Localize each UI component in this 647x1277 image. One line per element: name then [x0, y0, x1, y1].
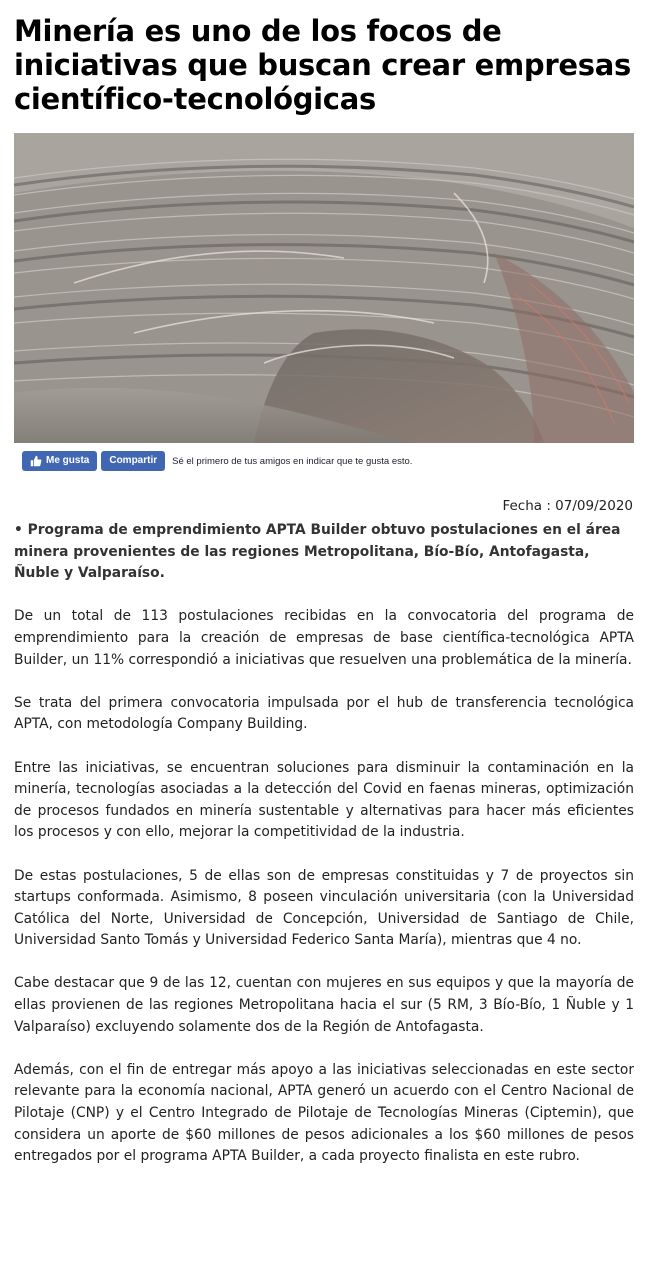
article-paragraph: De estas postulaciones, 5 de ellas son de empresas constituidas y 7 de proyectos sin startups conformada. Asimismo, 8 poseen vinculación universitaria (con la Universidad Católica del Norte, Universidad de Concepción, Universidad de Santiago de Chile, Universidad Santo Tomás y Universidad Federico Santa María), mientras que 4 no. [14, 867, 634, 949]
like-prompt-text: Sé el primero de tus amigos en indicar que te gusta esto. [172, 455, 413, 467]
share-button[interactable] [101, 451, 165, 471]
article-paragraph: Además, con el fin de entregar más apoyo a las iniciativas seleccionadas en este sector relevante para la economía nacional, APTA generó un acuerdo con el Centro Nacional de Pilotaje (CNP) y el Centro Integrado de Pilotaje de Tecnologías Mineras (Ciptemin), que considera un aporte de $60 millones de pesos adicionales a los $60 millones de pesos entregados por el programa APTA Builder, a cada proyecto finalista en este rubro. [14, 1061, 634, 1165]
like-label: Me gusta [46, 455, 90, 466]
article-paragraph: Entre las iniciativas, se encuentran soluciones para disminuir la contaminación en la minería, tecnologías asociadas a la detección del Covid en faenas mineras, optimización de procesos fundados en minería sustentable y alternativas para hacer más eficientes los procesos y con ello, mejorar la competitividad de la industria. [14, 759, 634, 841]
facebook-social-bar [22, 451, 412, 471]
article-paragraph: Cabe destacar que 9 de las 12, cuentan con mujeres en sus equipos y que la mayoría de ellas provienen de las regiones Metropolitana hacia el sur (5 RM, 3 Bío-Bío, 1 Ñuble y 1 Valparaíso) excluyendo solamente dos de la Región de Antofagasta. [14, 975, 634, 1035]
article-title: Minería es uno de los focos de iniciativas que buscan crear empresas científico-tecnológicas [14, 14, 631, 116]
publication-date: Fecha : 07/09/2020 [502, 498, 633, 514]
article-body [14, 520, 634, 1189]
thumbs-up-icon [30, 455, 42, 467]
open-pit-mine-photo [14, 133, 634, 443]
article-paragraph: Se trata del primera convocatoria impulsada por el hub de transferencia tecnológica APTA, con metodología Company Building. [14, 694, 634, 733]
like-button[interactable] [22, 451, 97, 471]
article-paragraph: De un total de 113 postulaciones recibidas en la convocatoria del programa de emprendimiento para la creación de empresas de base científica-tecnológica APTA Builder, un 11% correspondió a iniciativas que resuelven una problemática de la minería. [14, 608, 634, 668]
article-lead: • Programa de emprendimiento APTA Builder obtuvo postulaciones en el área minera provenientes de las regiones Metropolitana, Bío-Bío, Antofagasta, Ñuble y Valparaíso. [14, 522, 621, 582]
share-label: Compartir [109, 455, 158, 466]
